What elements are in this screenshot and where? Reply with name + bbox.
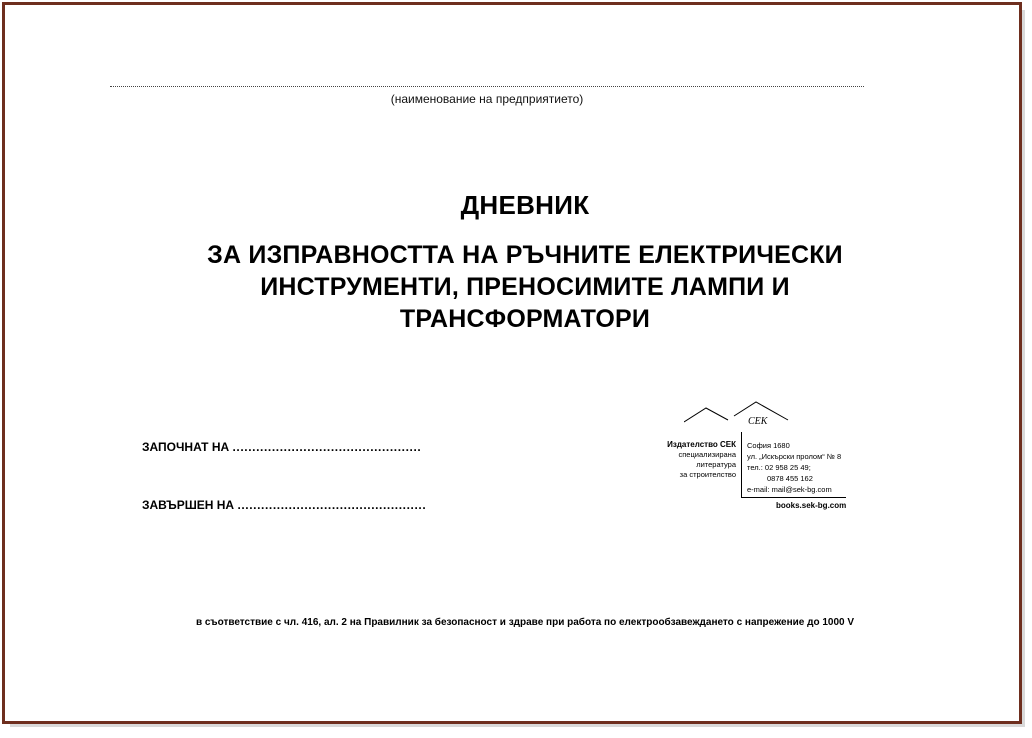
- publisher-name-block: [636, 440, 736, 480]
- document-page: [2, 2, 1022, 724]
- subtitle-line: ЗА ИЗПРАВНОСТТА НА РЪЧНИТЕ ЕЛЕКТРИЧЕСКИ: [207, 241, 843, 269]
- publisher-mobile: 0878 455 162: [767, 474, 813, 483]
- publisher-address-block: [747, 440, 857, 495]
- publisher-divider-horizontal: [741, 497, 846, 498]
- company-name-line: [110, 86, 864, 87]
- publisher-address-line: София 1680: [747, 441, 790, 450]
- subtitle-line: ТРАНСФОРМАТОРИ: [399, 305, 651, 333]
- subtitle-line: ИНСТРУМЕНТИ, ПРЕНОСИМИТЕ ЛАМПИ И: [260, 273, 790, 301]
- document-subtitle: [100, 239, 950, 335]
- finished-on-dots: ................................................: [237, 498, 427, 512]
- publisher-phone: тел.: 02 958 25 49;: [747, 463, 811, 472]
- finished-on-label: ЗАВЪРШЕН НА: [142, 498, 235, 512]
- regulation-footnote: в съответствие с чл. 416, ал. 2 на Правилник за безопасност и здраве при работа по електрообзавеждането с напрежение до 1000 V: [195, 617, 855, 628]
- publisher-tagline: литература: [696, 460, 736, 469]
- publisher-logo-text: СЕК: [748, 416, 768, 427]
- document-title: ДНЕВНИК: [460, 190, 590, 220]
- started-on-dots: ................................................: [232, 440, 422, 454]
- company-caption: (наименование на предприятието): [390, 92, 584, 106]
- publisher-tagline: специализирана: [678, 450, 736, 459]
- started-on-field: [142, 440, 421, 454]
- publisher-tagline: за строителство: [679, 470, 736, 479]
- publisher-email: e-mail: mail@sek-bg.com: [747, 485, 832, 494]
- publisher-address-line: ул. „Искърски пролом“ № 8: [747, 452, 842, 461]
- publisher-divider-vertical: [741, 432, 742, 498]
- publisher-website: books.sek-bg.com: [776, 501, 847, 510]
- publisher-name: Издателство СЕК: [667, 440, 736, 449]
- finished-on-field: [142, 498, 426, 512]
- started-on-label: ЗАПОЧНАТ НА: [142, 440, 230, 454]
- publisher-roof-logo-icon: [684, 400, 794, 424]
